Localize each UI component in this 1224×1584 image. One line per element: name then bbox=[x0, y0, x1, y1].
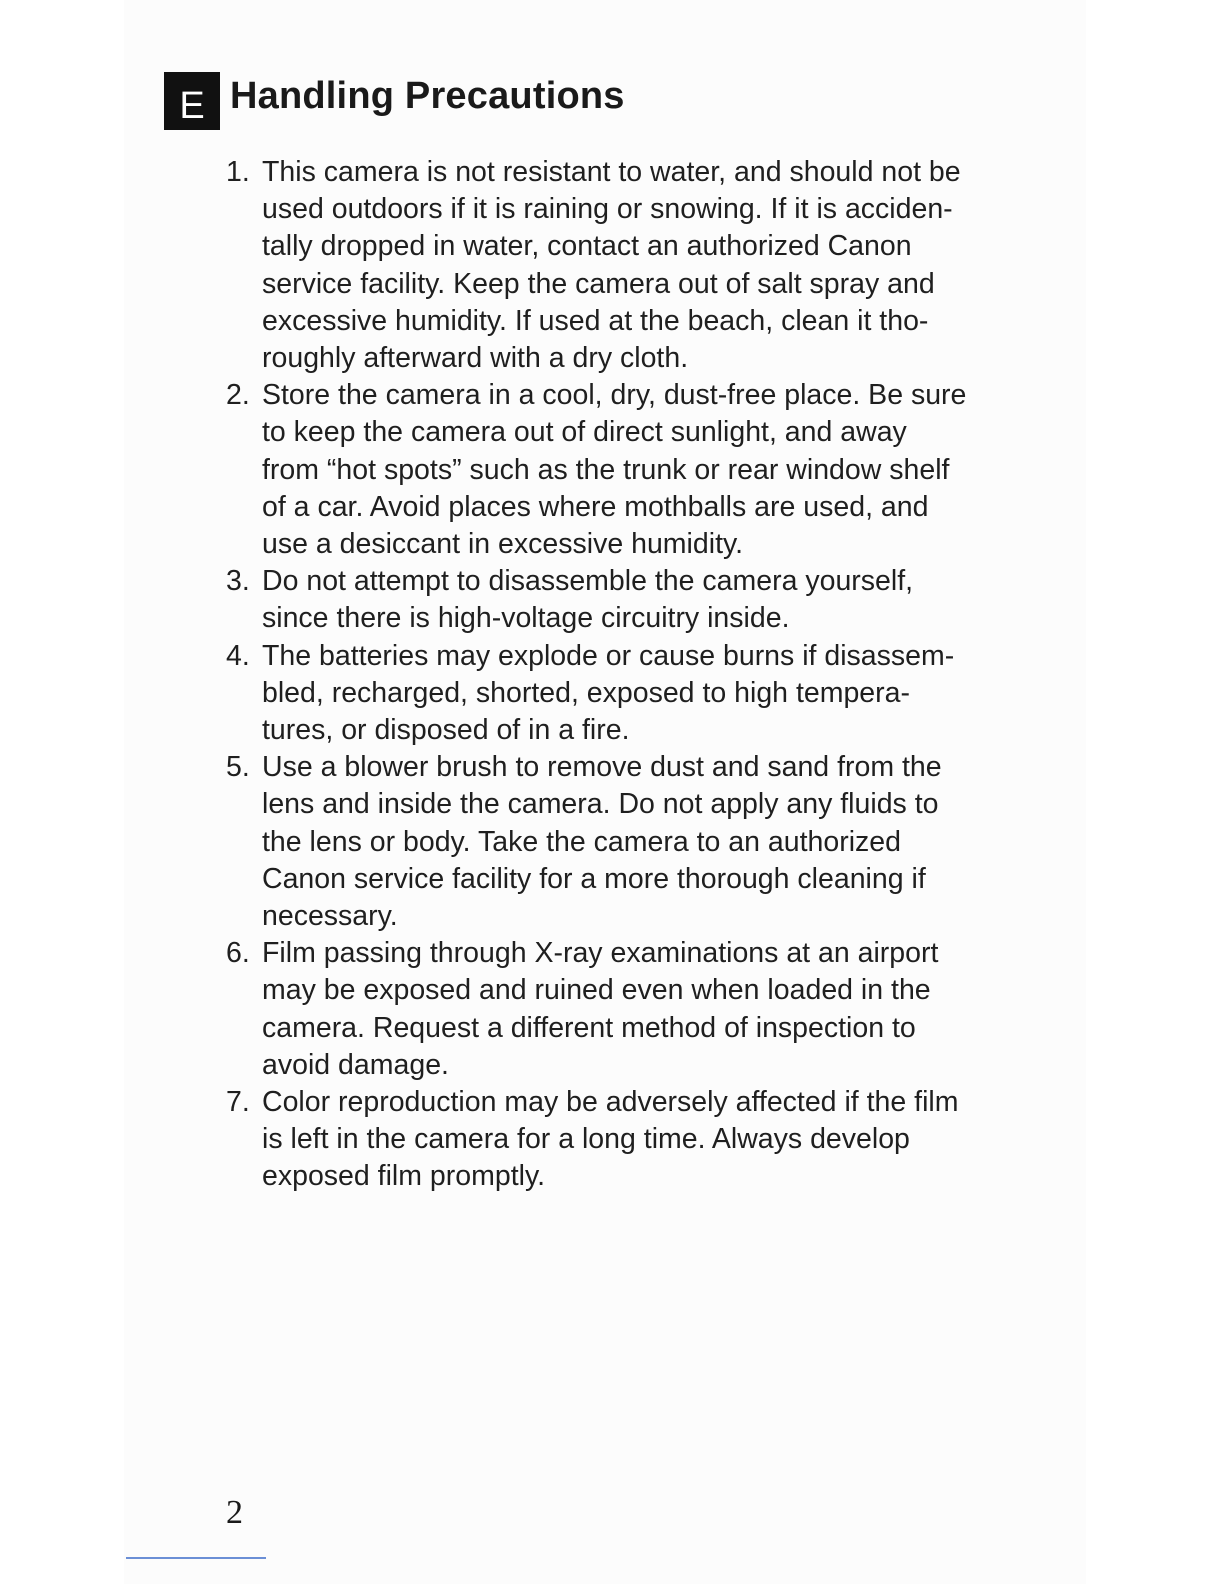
item-line: Use a blower brush to remove dust and sand from the bbox=[262, 751, 942, 784]
item-line: roughly afterward with a dry cloth. bbox=[262, 342, 689, 375]
page-title: Handling Precautions bbox=[230, 74, 625, 117]
item-line: from “hot spots” such as the trunk or rear window shelf bbox=[262, 453, 950, 486]
item-line: This camera is not resistant to water, and should not be bbox=[262, 156, 961, 188]
item-number: 2. bbox=[226, 379, 250, 412]
item-line: the lens or body. Take the camera to an authorized bbox=[262, 825, 902, 858]
item-number: 3. bbox=[226, 565, 250, 598]
item-line: service facility. Keep the camera out of salt spray and bbox=[262, 267, 935, 300]
item-number: 1. bbox=[226, 156, 250, 188]
list-item bbox=[226, 749, 1056, 935]
item-line: of a car. Avoid places where mothballs are used, and bbox=[262, 490, 929, 523]
item-number: 7. bbox=[226, 1086, 250, 1119]
item-text bbox=[262, 563, 1056, 637]
item-line: The batteries may explode or cause burns if disassem- bbox=[262, 639, 955, 672]
item-line: since there is high-voltage circuitry inside. bbox=[262, 602, 790, 635]
item-line: used outdoors if it is raining or snowing. If it is acciden- bbox=[262, 193, 953, 226]
list-item bbox=[226, 563, 1056, 637]
list-item bbox=[226, 1084, 1056, 1196]
section-letter-badge: E bbox=[164, 72, 220, 130]
item-line: lens and inside the camera. Do not apply any fluids to bbox=[262, 788, 939, 821]
precautions-list bbox=[226, 154, 1056, 1196]
item-line: Do not attempt to disassemble the camera yourself, bbox=[262, 565, 914, 598]
item-line: use a desiccant in excessive humidity. bbox=[262, 528, 744, 561]
item-text bbox=[262, 1084, 1056, 1196]
list-item bbox=[226, 377, 1056, 563]
item-line: tures, or disposed of in a fire. bbox=[262, 714, 630, 747]
item-line: Canon service facility for a more thorough cleaning if bbox=[262, 862, 926, 895]
item-text bbox=[262, 749, 1056, 935]
item-line: necessary. bbox=[262, 900, 398, 933]
page-number: 2 bbox=[226, 1494, 243, 1531]
item-line: is left in the camera for a long time. Always develop bbox=[262, 1123, 910, 1156]
item-line: bled, recharged, shorted, exposed to high tempera- bbox=[262, 676, 910, 709]
item-line: excessive humidity. If used at the beach, clean it tho- bbox=[262, 304, 929, 337]
item-text bbox=[262, 638, 1056, 750]
bottom-rule bbox=[126, 1557, 266, 1559]
item-line: to keep the camera out of direct sunlight, and away bbox=[262, 416, 907, 449]
item-text bbox=[262, 377, 1056, 563]
item-text bbox=[262, 154, 1056, 377]
item-line: camera. Request a different method of inspection to bbox=[262, 1011, 916, 1044]
item-text bbox=[262, 935, 1056, 1084]
item-line: may be exposed and ruined even when loaded in the bbox=[262, 974, 931, 1007]
item-line: Store the camera in a cool, dry, dust-free place. Be sure bbox=[262, 379, 967, 412]
item-line: tally dropped in water, contact an authorized Canon bbox=[262, 230, 912, 263]
section-header bbox=[164, 72, 625, 130]
item-number: 4. bbox=[226, 639, 250, 672]
item-line: avoid damage. bbox=[262, 1048, 449, 1081]
list-item bbox=[226, 154, 1056, 377]
item-line: exposed film promptly. bbox=[262, 1160, 545, 1193]
item-number: 5. bbox=[226, 751, 250, 784]
list-item bbox=[226, 638, 1056, 750]
list-item bbox=[226, 935, 1056, 1084]
item-line: Film passing through X-ray examinations at an airport bbox=[262, 937, 939, 970]
item-line: Color reproduction may be adversely affected if the film bbox=[262, 1086, 959, 1119]
item-number: 6. bbox=[226, 937, 250, 970]
